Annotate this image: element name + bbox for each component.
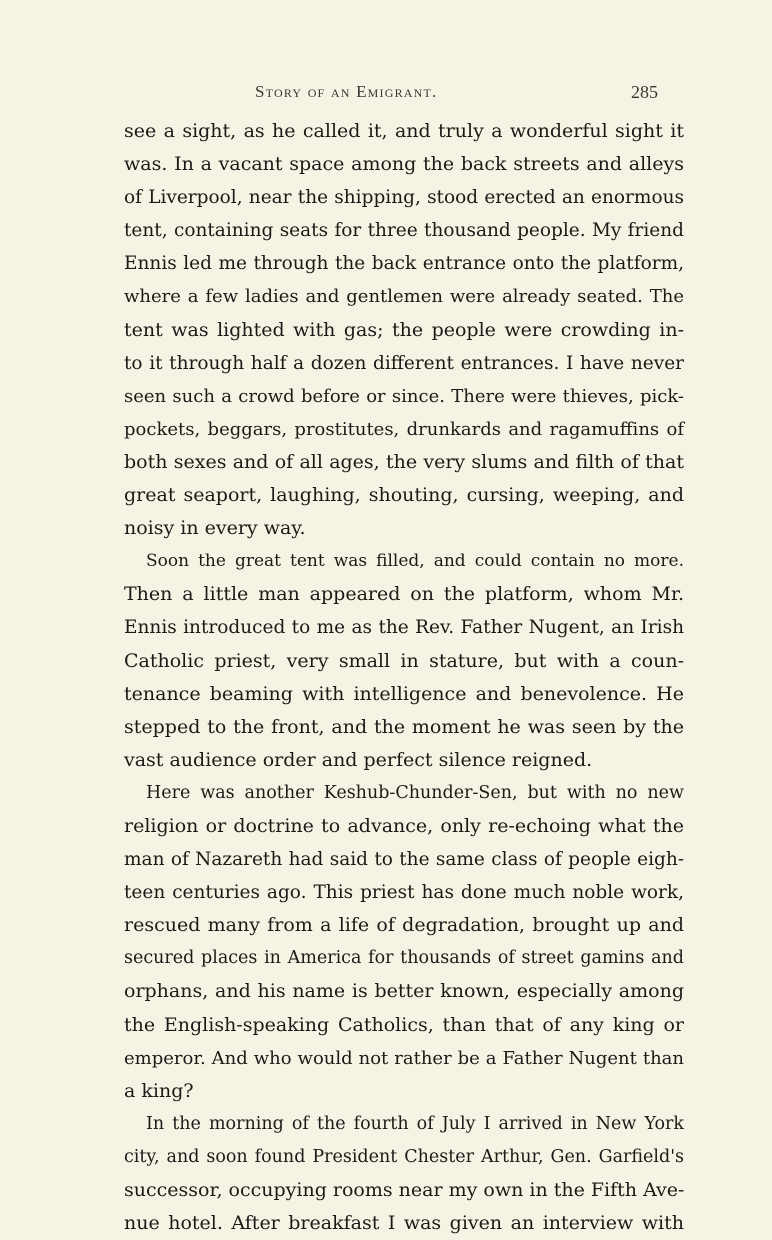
text-line: was. In a vacant space among the back streets and alleys <box>124 153 684 176</box>
text-line: tent was lighted with gas; the people were crowding in- <box>124 318 684 341</box>
text-line: of Liverpool, near the shipping, stood erected an enormous <box>124 187 684 209</box>
text-line: secured places in America for thousands of street gamins and <box>124 948 684 969</box>
text-line: orphans, and his name is better known, especially among <box>124 980 684 1003</box>
text-line: Here was another Keshub-Chunder-Sen, but with no new <box>146 782 684 803</box>
text-line: tenance beaming with intelligence and benevolence. He <box>124 682 684 705</box>
body-text <box>124 115 684 1240</box>
text-line: vast audience order and perfect silence reigned. <box>124 748 593 771</box>
text-line: to it through half a dozen different entrances. I have never <box>124 352 684 374</box>
text-line: Catholic priest, very small in stature, but with a coun- <box>124 649 684 672</box>
text-line: successor, occupying rooms near my own in the Fifth Ave- <box>124 1179 685 1201</box>
text-line: emperor. And who would not rather be a Father Nugent than <box>124 1047 684 1069</box>
text-line: religion or doctrine to advance, only re-echoing what the <box>124 814 684 837</box>
text-line: the English-speaking Catholics, than that of any king or <box>124 1013 684 1036</box>
page-header <box>138 82 658 108</box>
text-line: a king? <box>124 1079 194 1102</box>
text-line: pockets, beggars, prostitutes, drunkards and ragamuffins of <box>124 418 684 440</box>
text-line: Ennis introduced to me as the Rev. Father Nugent, an Irish <box>124 617 684 639</box>
text-line: see a sight, as he called it, and truly a wonderful sight it <box>124 120 684 142</box>
running-head: Story of an Emigrant. <box>255 82 438 101</box>
text-line: city, and soon found President Chester Arthur, Gen. Garfield's <box>124 1146 684 1167</box>
text-line: both sexes and of all ages, the very slums and filth of that <box>124 450 684 473</box>
text-line: In the morning of the fourth of July I arrived in New York <box>146 1113 684 1134</box>
text-line: seen such a crowd before or since. There were thieves, pick- <box>124 385 684 407</box>
page-number: 285 <box>631 82 658 102</box>
text-line: great seaport, laughing, shouting, cursing, weeping, and <box>124 484 684 507</box>
text-line: Ennis led me through the back entrance onto the platform, <box>124 253 684 275</box>
text-line: noisy in every way. <box>124 517 306 540</box>
text-line: Soon the great tent was filled, and could contain no more. <box>146 551 684 572</box>
text-line: teen centuries ago. This priest has done much noble work, <box>124 882 684 904</box>
text-line: tent, containing seats for three thousand people. My friend <box>124 220 684 242</box>
text-line: stepped to the front, and the moment he was seen by the <box>124 715 684 738</box>
text-line: rescued many from a life of degradation, brought up and <box>124 914 684 937</box>
text-line: Then a little man appeared on the platform, whom Mr. <box>124 583 684 606</box>
text-line: nue hotel. After breakfast I was given an interview with <box>124 1212 684 1235</box>
text-line: where a few ladies and gentlemen were already seated. The <box>124 286 684 308</box>
text-line: man of Nazareth had said to the same class of people eigh- <box>124 849 684 871</box>
